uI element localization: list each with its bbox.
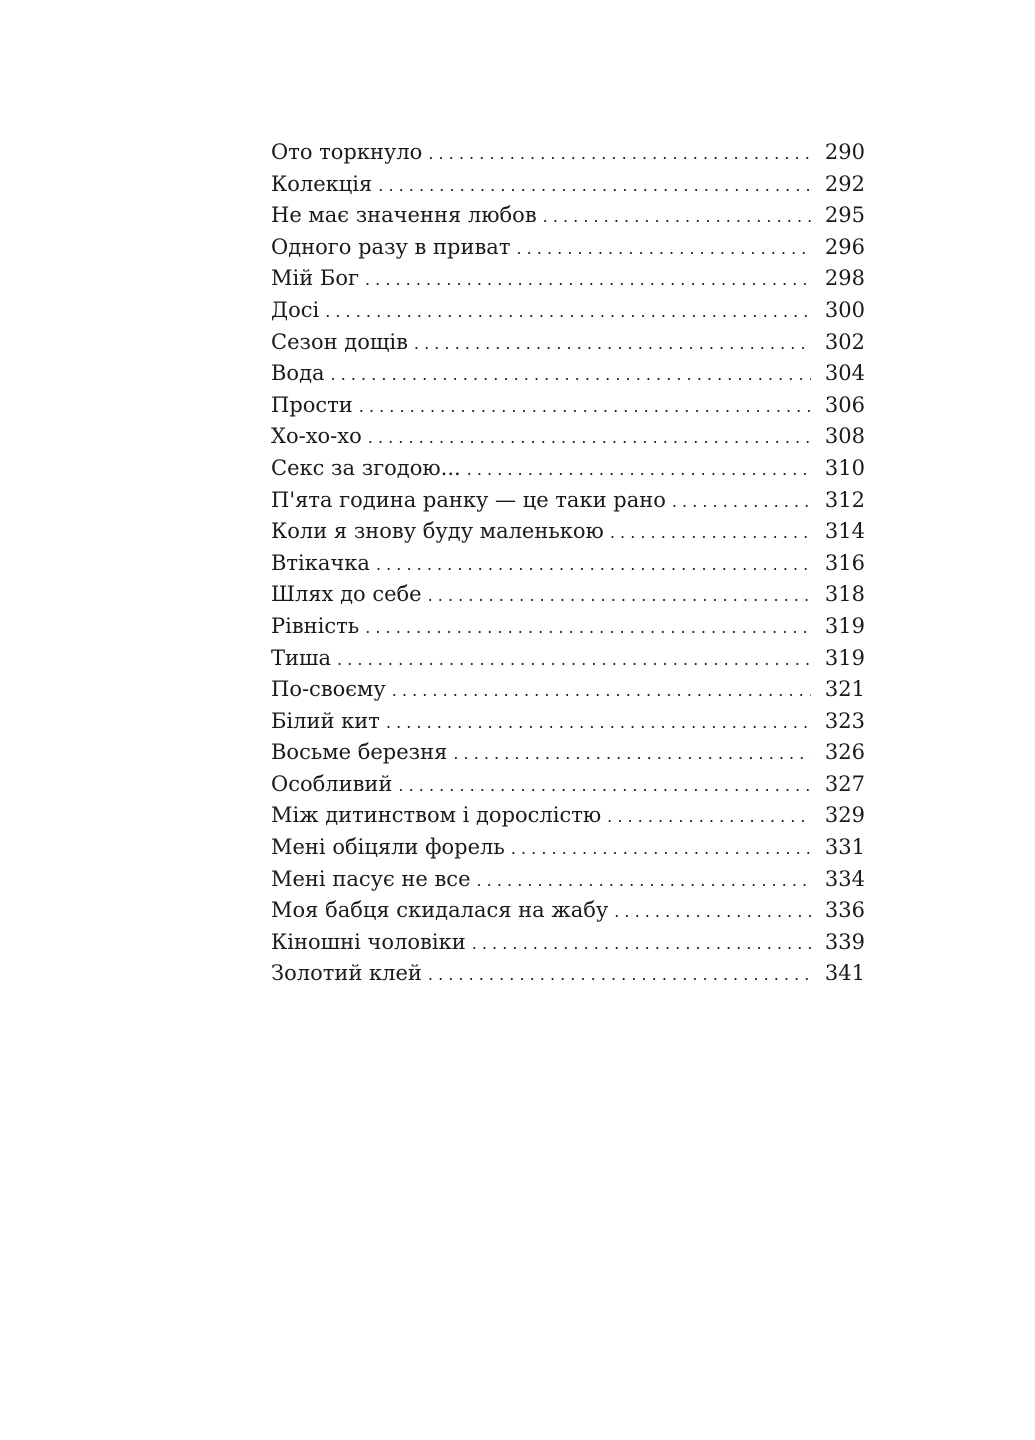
- dot-leader: [467, 454, 811, 486]
- toc-entry-title: Кіношні чоловіки: [271, 927, 472, 959]
- dot-leader: [331, 359, 811, 391]
- toc-entry-page: 318: [824, 582, 865, 607]
- dot-leader: [392, 675, 811, 707]
- dot-leader: [428, 959, 811, 991]
- toc-entry-page: 326: [824, 740, 865, 765]
- toc-entry-page: 327: [824, 771, 865, 796]
- toc-entry-page: 319: [824, 613, 865, 638]
- dot-leader: [414, 328, 811, 360]
- toc-entry-title: Білий кит: [271, 706, 386, 738]
- toc-entry-page: 314: [824, 519, 865, 544]
- dot-leader: [359, 391, 811, 423]
- dot-leader: [453, 738, 811, 770]
- toc-entry[interactable]: [271, 958, 865, 990]
- toc-entry[interactable]: [271, 453, 865, 485]
- toc-entry[interactable]: [271, 706, 865, 738]
- toc-entry-title: Коли я знову буду маленькою: [271, 516, 610, 548]
- toc-entry-page: 306: [824, 392, 865, 417]
- toc-entry-title: Ото торкнуло: [271, 137, 428, 169]
- toc-entry[interactable]: [271, 421, 865, 453]
- toc-entry[interactable]: [271, 295, 865, 327]
- toc-entry[interactable]: [271, 895, 865, 927]
- toc-entry-title: Рівність: [271, 611, 365, 643]
- dot-leader: [428, 138, 811, 170]
- toc-entry-title: Моя бабця скидалася на жабу: [271, 895, 614, 927]
- toc-entry-title: Мій Бог: [271, 263, 365, 295]
- dot-leader: [472, 928, 811, 960]
- dot-leader: [516, 233, 811, 265]
- toc-entry-page: 319: [824, 645, 865, 670]
- toc-entry-page: 321: [824, 677, 865, 702]
- toc-entry-title: По-своєму: [271, 674, 392, 706]
- toc-entry-page: 310: [824, 455, 865, 480]
- toc-entry-title: Між дитинством і дорослістю: [271, 800, 607, 832]
- dot-leader: [610, 517, 811, 549]
- toc-entry-page: 302: [824, 329, 865, 354]
- dot-leader: [365, 264, 811, 296]
- dot-leader: [368, 422, 811, 454]
- toc-entry[interactable]: [271, 200, 865, 232]
- toc-entry-title: Мені пасує не все: [271, 864, 477, 896]
- toc-entry[interactable]: [271, 548, 865, 580]
- toc-entry-title: Восьме березня: [271, 737, 453, 769]
- toc-entry[interactable]: [271, 263, 865, 295]
- toc-entry-title: Прости: [271, 390, 359, 422]
- toc-entry[interactable]: [271, 137, 865, 169]
- toc-entry-title: Мені обіцяли форель: [271, 832, 511, 864]
- toc-entry-title: Одного разу в приват: [271, 232, 516, 264]
- toc-entry-title: Хо-хо-хо: [271, 421, 368, 453]
- dot-leader: [398, 770, 811, 802]
- toc-entry-title: Сезон дощів: [271, 327, 414, 359]
- toc-entry-page: 295: [824, 203, 865, 228]
- toc-entry[interactable]: [271, 737, 865, 769]
- dot-leader: [543, 201, 811, 233]
- toc-entry-page: 331: [824, 835, 865, 860]
- toc-entry-page: 336: [824, 898, 865, 923]
- toc-entry-title: Не має значення любов: [271, 200, 543, 232]
- toc-entry[interactable]: [271, 358, 865, 390]
- toc-entry-page: 298: [824, 266, 865, 291]
- toc-entry[interactable]: [271, 611, 865, 643]
- dot-leader: [325, 296, 811, 328]
- toc-entry[interactable]: [271, 674, 865, 706]
- toc-entry-page: 296: [824, 234, 865, 259]
- toc-entry[interactable]: [271, 579, 865, 611]
- dot-leader: [607, 801, 811, 833]
- toc-entry-title: Тиша: [271, 643, 337, 675]
- toc-entry-page: 292: [824, 171, 865, 196]
- dot-leader: [386, 707, 811, 739]
- dot-leader: [337, 644, 811, 676]
- dot-leader: [376, 549, 811, 581]
- toc-entry-page: 323: [824, 708, 865, 733]
- toc-entry-page: 304: [824, 361, 865, 386]
- toc-entry-page: 300: [824, 297, 865, 322]
- toc-entry-title: Втікачка: [271, 548, 376, 580]
- toc-entry[interactable]: [271, 832, 865, 864]
- toc-entry[interactable]: [271, 927, 865, 959]
- toc-entry-page: 308: [824, 424, 865, 449]
- toc-entry-page: 329: [824, 803, 865, 828]
- toc-entry-title: Колекція: [271, 169, 378, 201]
- toc-entry[interactable]: [271, 390, 865, 422]
- toc-entry-page: 334: [824, 866, 865, 891]
- dot-leader: [428, 580, 811, 612]
- toc-entry[interactable]: [271, 643, 865, 675]
- toc-entry-title: Секс за згодою...: [271, 453, 467, 485]
- dot-leader: [365, 612, 811, 644]
- toc-entry-page: 339: [824, 929, 865, 954]
- toc-entry-title: Досі: [271, 295, 325, 327]
- toc-entry-page: 316: [824, 550, 865, 575]
- toc-entry[interactable]: [271, 169, 865, 201]
- toc-entry-page: 290: [824, 140, 865, 164]
- toc-entry[interactable]: [271, 232, 865, 264]
- dot-leader: [378, 170, 811, 202]
- toc-entry-title: Шлях до себе: [271, 579, 428, 611]
- toc-entry[interactable]: [271, 769, 865, 801]
- table-of-contents: [271, 137, 865, 990]
- toc-entry[interactable]: [271, 485, 865, 517]
- dot-leader: [672, 486, 811, 518]
- dot-leader: [614, 896, 811, 928]
- toc-entry-title: П'ята година ранку — це таки рано: [271, 485, 672, 517]
- toc-entry-page: 341: [824, 961, 865, 986]
- toc-entry-title: Вода: [271, 358, 331, 390]
- dot-leader: [511, 833, 811, 865]
- toc-entry-title: Особливий: [271, 769, 398, 801]
- toc-entry[interactable]: [271, 864, 865, 896]
- toc-entry[interactable]: [271, 516, 865, 548]
- toc-entry[interactable]: [271, 800, 865, 832]
- toc-entry-title: Золотий клей: [271, 958, 428, 990]
- dot-leader: [477, 865, 812, 897]
- toc-entry[interactable]: [271, 327, 865, 359]
- toc-entry-page: 312: [824, 487, 865, 512]
